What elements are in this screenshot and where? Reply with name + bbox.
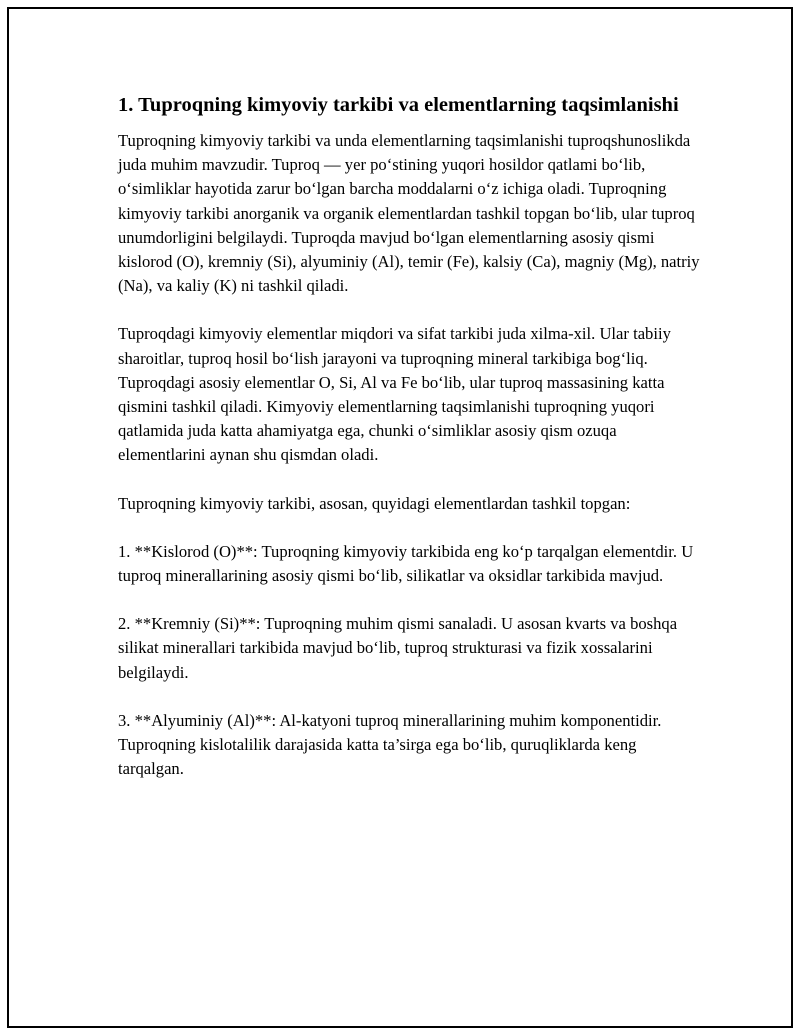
document-body bbox=[118, 92, 703, 805]
list-item-aluminum: 3. **Alyuminiy (Al)**: Al-katyoni tuproq minerallarining muhim komponentidir. Tuproqning kislotalilik darajasida katta ta’sirga ega bo‘lib, quruqliklarda keng tarqalgan. bbox=[118, 710, 662, 779]
paragraph-list-intro: Tuproqning kimyoviy tarkibi, asosan, quyidagi elementlardan tashkil topgan: bbox=[118, 493, 631, 513]
list-item-oxygen: 1. **Kislorod (O)**: Tuproqning kimyoviy tarkibida eng ko‘p tarqalgan elementdir. U tuproq minerallarining asosiy qismi bo‘lib, silikatlar va oksidlar tarkibida mavjud. bbox=[118, 541, 694, 586]
paragraph-intro: Tuproqning kimyoviy tarkibi va unda elementlarning taqsimlanishi tuproqshunoslikda juda muhim mavzudir. Tuproq — yer po‘stining yuqori hosildor qatlami bo‘lib, o‘simliklar hayotida zarur bo‘lgan barcha moddalarni o‘z ichiga oladi. Tuproqning kimyoviy tarkibi anorganik va organik elementlardan tashkil topgan bo‘lib, ular tuproq unumdorligini belgilaydi. Tuproqda mavjud bo‘lgan elementlarning asosiy qismi kislorod (O), kremniy (Si), alyuminiy (Al), temir (Fe), kalsiy (Ca), magniy (Mg), natriy (Na), va kaliy (K) ni tashkil qiladi. bbox=[118, 131, 700, 296]
document-title: 1. Tuproqning kimyoviy tarkibi va elementlarning taqsimlanishi bbox=[118, 94, 679, 116]
paragraph-elements-variety: Tuproqdagi kimyoviy elementlar miqdori va sifat tarkibi juda xilma-xil. Ular tabiiy sharoitlar, tuproq hosil bo‘lish jarayoni va tuproqning mineral tarkibiga bog‘liq. Tuproqdagi asosiy elementlar O, Si, Al va Fe bo‘lib, ular tuproq massasining katta qismini tashkil qiladi. Kimyoviy elementlarning taqsimlanishi tuproqning yuqori qatlamida juda katta ahamiyatga ega, chunki o‘simliklar asosiy qism ozuqa elementlarini aynan shu qismdan oladi. bbox=[118, 324, 671, 465]
list-item-silicon: 2. **Kremniy (Si)**: Tuproqning muhim qismi sanaladi. U asosan kvarts va boshqa silikat minerallari tarkibida mavjud bo‘lib, tuproq strukturasi va fizik xossalarini belgilaydi. bbox=[118, 614, 678, 682]
